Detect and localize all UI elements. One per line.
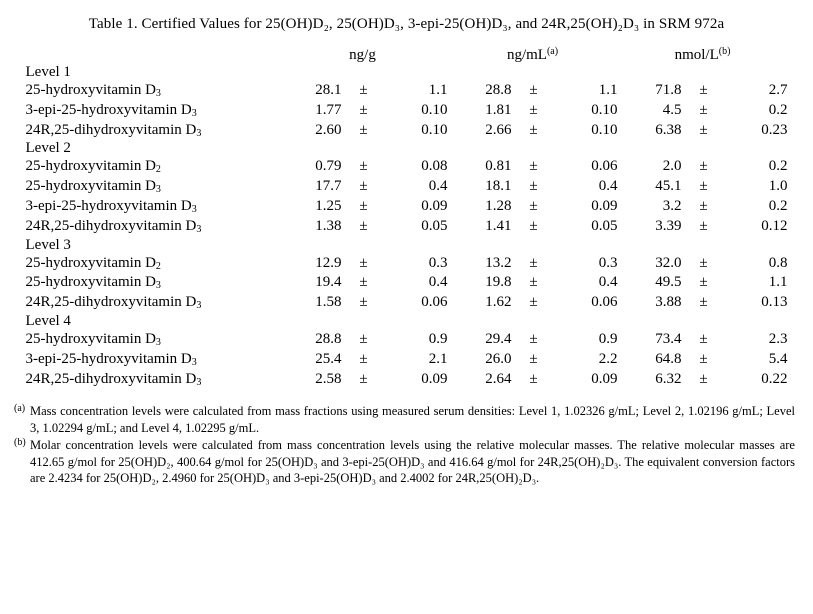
analyte-name (26, 197, 278, 217)
value-ng-ml: 18.1 (485, 178, 512, 195)
analyte-subscript: 3 (191, 107, 197, 119)
table-row (26, 217, 788, 237)
analyte-name-text: 25-hydroxyvitamin D (25, 158, 156, 175)
uncertainty-ng-ml: 0.9 (598, 330, 618, 347)
uncertainty-nmol-l: 0.8 (768, 254, 788, 271)
table-caption: Table 1. Certified Values for 25(OH)D₂, 25(OH)D₃, 3-epi-25(OH)D₃, and 24R,25(OH)₂D₃ in SRM 972a (88, 16, 725, 32)
analyte-subscript: 3 (196, 300, 202, 312)
uncertainty-ng-g: 0.09 (421, 370, 448, 387)
plus-minus-symbol: ± (529, 370, 538, 387)
plus-minus-symbol: ± (699, 158, 708, 175)
analyte-name (26, 350, 278, 370)
analyte-name (26, 157, 278, 177)
analyte-name (26, 330, 278, 350)
plus-minus-symbol: ± (699, 274, 708, 291)
plus-minus-symbol: ± (359, 330, 368, 347)
analyte-subscript: 3 (196, 223, 202, 235)
uncertainty-nmol-l: 0.2 (768, 158, 788, 175)
plus-minus-symbol: ± (699, 101, 708, 118)
plus-minus-symbol: ± (359, 158, 368, 175)
value-ng-g: 19.4 (315, 274, 342, 291)
value-nmol-l: 3.88 (655, 294, 682, 311)
plus-minus-symbol: ± (359, 121, 368, 138)
analyte-name-text: 25-hydroxyvitamin D (25, 330, 156, 347)
value-ng-g: 2.60 (315, 121, 342, 138)
plus-minus-symbol: ± (699, 121, 708, 138)
table-row (26, 177, 788, 197)
value-ng-g: 2.58 (315, 370, 342, 387)
level-label: Level 3 (25, 236, 71, 253)
plus-minus-symbol: ± (699, 82, 708, 98)
analyte-name (26, 217, 278, 237)
value-ng-g: 1.77 (315, 101, 342, 118)
unit-label-ng-g: ng/g (349, 47, 376, 63)
uncertainty-ng-g: 0.09 (421, 197, 448, 214)
table-row (26, 330, 788, 350)
analyte-name-text: 3-epi-25-hydroxyvitamin D (25, 101, 192, 118)
plus-minus-symbol: ± (529, 197, 538, 214)
analyte-name (26, 81, 278, 101)
uncertainty-nmol-l: 1.1 (768, 274, 788, 291)
value-ng-ml: 1.81 (485, 101, 512, 118)
value-ng-ml: 29.4 (485, 330, 512, 347)
uncertainty-ng-ml: 0.4 (598, 274, 618, 291)
uncertainty-nmol-l: 0.2 (768, 197, 788, 214)
footnote-text: Mass concentration levels were calculated from mass fractions using measured serum densities: Level 1, 1.02326 g/mL; Level 2, 1.02196 g/mL; Level 3, 1.02294 g/mL; and Level 4, 1.02295 g/mL. (30, 404, 795, 435)
plus-minus-symbol: ± (359, 101, 368, 118)
plus-minus-symbol: ± (699, 217, 708, 234)
plus-minus-symbol: ± (699, 350, 708, 367)
footnote (14, 403, 795, 436)
value-nmol-l: 73.4 (655, 330, 682, 347)
analyte-name-text: 3-epi-25-hydroxyvitamin D (25, 197, 192, 214)
analyte-subscript: 3 (155, 184, 161, 196)
certified-values-table (26, 47, 788, 389)
value-ng-ml: 13.2 (485, 254, 512, 271)
plus-minus-symbol: ± (699, 254, 708, 271)
unit-footnote-marker-b: (b) (718, 46, 731, 57)
analyte-subscript: 3 (196, 127, 202, 139)
uncertainty-ng-ml: 0.06 (591, 294, 618, 311)
uncertainty-nmol-l: 0.12 (761, 217, 788, 234)
uncertainty-ng-g: 0.4 (428, 274, 448, 291)
plus-minus-symbol: ± (699, 294, 708, 311)
plus-minus-symbol: ± (699, 178, 708, 195)
plus-minus-symbol: ± (359, 82, 368, 98)
value-nmol-l: 45.1 (655, 178, 682, 195)
uncertainty-ng-g: 0.3 (428, 254, 448, 271)
analyte-name-text: 25-hydroxyvitamin D (25, 178, 156, 195)
uncertainty-nmol-l: 2.3 (768, 330, 788, 347)
plus-minus-symbol: ± (529, 158, 538, 175)
plus-minus-symbol: ± (529, 274, 538, 291)
value-ng-ml: 2.64 (485, 370, 512, 387)
analyte-name-text: 24R,25-dihydroxyvitamin D (25, 370, 197, 387)
unit-header-row (26, 47, 788, 64)
value-ng-g: 17.7 (315, 178, 342, 195)
table-row (26, 350, 788, 370)
plus-minus-symbol: ± (359, 217, 368, 234)
analyte-name (26, 273, 278, 293)
value-ng-ml: 0.81 (485, 158, 512, 175)
analyte-name-text: 25-hydroxyvitamin D (25, 274, 156, 291)
value-nmol-l: 32.0 (655, 254, 682, 271)
uncertainty-ng-g: 0.08 (421, 158, 448, 175)
value-ng-ml: 26.0 (485, 350, 512, 367)
analyte-subscript: 2 (155, 164, 161, 176)
unit-header-ng-g (278, 47, 448, 64)
plus-minus-symbol: ± (529, 330, 538, 347)
value-ng-ml: 19.8 (485, 274, 512, 291)
document-page (0, 16, 813, 614)
value-nmol-l: 3.39 (655, 217, 682, 234)
value-nmol-l: 2.0 (662, 158, 682, 175)
analyte-subscript: 3 (196, 376, 202, 388)
analyte-name (26, 177, 278, 197)
table-row (26, 81, 788, 101)
uncertainty-ng-ml: 0.10 (591, 101, 618, 118)
uncertainty-ng-g: 1.1 (428, 82, 448, 98)
uncertainty-nmol-l: 0.13 (761, 294, 788, 311)
table-row (26, 254, 788, 274)
footnote-text: Molar concentration levels were calculated from mass concentration levels using the relative molecular masses. The relative molecular masses are 412.65 g/mol for 25(OH)D₂, 400.64 g/mol for 25(OH)D₃ and 3-epi-25(OH)D₃ and 416.64 g/mol for 24R,25(OH)₂D₃. The equivalent conversion factors are 2.4234 for 25(OH)D₂, 2.4960 for 25(OH)D₃ and 3-epi-25(OH)D₃ and 2.4002 for 24R,25(OH)₂D₃. (30, 438, 795, 486)
plus-minus-symbol: ± (359, 350, 368, 367)
value-nmol-l: 3.2 (662, 197, 682, 214)
uncertainty-nmol-l: 2.7 (768, 82, 788, 98)
uncertainty-ng-g: 0.4 (428, 178, 448, 195)
level-header-row (26, 140, 788, 157)
table-row (26, 197, 788, 217)
footnotes-section (14, 403, 795, 487)
uncertainty-ng-g: 0.10 (421, 101, 448, 118)
value-ng-ml: 2.66 (485, 121, 512, 138)
table-row (26, 273, 788, 293)
value-nmol-l: 6.38 (655, 121, 682, 138)
value-nmol-l: 71.8 (655, 82, 682, 98)
uncertainty-ng-g: 0.10 (421, 121, 448, 138)
plus-minus-symbol: ± (699, 370, 708, 387)
plus-minus-symbol: ± (529, 121, 538, 138)
plus-minus-symbol: ± (529, 294, 538, 311)
analyte-subscript: 3 (191, 203, 197, 215)
plus-minus-symbol: ± (529, 178, 538, 195)
analyte-name-text: 25-hydroxyvitamin D (25, 82, 156, 98)
level-header-row (26, 237, 788, 254)
uncertainty-ng-g: 2.1 (428, 350, 448, 367)
analyte-subscript: 3 (191, 356, 197, 368)
table-row (26, 370, 788, 390)
analyte-name (26, 121, 278, 141)
analyte-name-text: 25-hydroxyvitamin D (25, 254, 156, 271)
value-ng-g: 25.4 (315, 350, 342, 367)
analyte-subscript: 2 (155, 260, 161, 272)
analyte-name (26, 370, 278, 390)
value-ng-g: 1.25 (315, 197, 342, 214)
uncertainty-ng-ml: 0.09 (591, 370, 618, 387)
uncertainty-ng-g: 0.9 (428, 330, 448, 347)
table-row (26, 101, 788, 121)
analyte-name-text: 24R,25-dihydroxyvitamin D (25, 121, 197, 138)
uncertainty-ng-ml: 2.2 (598, 350, 618, 367)
uncertainty-ng-ml: 0.10 (591, 121, 618, 138)
analyte-subscript: 3 (155, 336, 161, 348)
plus-minus-symbol: ± (359, 370, 368, 387)
analyte-name-text: 24R,25-dihydroxyvitamin D (25, 217, 197, 234)
footnote (14, 437, 795, 487)
footnote-marker: (a) (14, 403, 26, 415)
value-nmol-l: 4.5 (662, 101, 682, 118)
unit-footnote-marker-a: (a) (546, 46, 559, 57)
value-ng-g: 0.79 (315, 158, 342, 175)
value-nmol-l: 49.5 (655, 274, 682, 291)
uncertainty-ng-g: 0.06 (421, 294, 448, 311)
analyte-name-text: 24R,25-dihydroxyvitamin D (25, 294, 197, 311)
value-ng-ml: 28.8 (485, 82, 512, 98)
unit-label-nmol-l: nmol/L (674, 47, 719, 63)
level-label: Level 4 (25, 312, 71, 329)
uncertainty-nmol-l: 0.2 (768, 101, 788, 118)
plus-minus-symbol: ± (699, 197, 708, 214)
uncertainty-ng-ml: 0.05 (591, 217, 618, 234)
plus-minus-symbol: ± (359, 294, 368, 311)
unit-header-ng-ml (448, 47, 618, 64)
table-row (26, 121, 788, 141)
plus-minus-symbol: ± (359, 274, 368, 291)
plus-minus-symbol: ± (529, 217, 538, 234)
analyte-name (26, 293, 278, 313)
plus-minus-symbol: ± (699, 330, 708, 347)
plus-minus-symbol: ± (529, 101, 538, 118)
analyte-subscript: 3 (155, 280, 161, 292)
analyte-name (26, 254, 278, 274)
value-ng-g: 28.1 (315, 82, 342, 98)
level-header-row (26, 64, 788, 81)
analyte-name (26, 101, 278, 121)
table-row (26, 293, 788, 313)
plus-minus-symbol: ± (529, 82, 538, 98)
table-row (26, 157, 788, 177)
analyte-name-text: 3-epi-25-hydroxyvitamin D (25, 350, 192, 367)
uncertainty-ng-ml: 0.3 (598, 254, 618, 271)
uncertainty-nmol-l: 5.4 (768, 350, 788, 367)
uncertainty-nmol-l: 0.22 (761, 370, 788, 387)
uncertainty-ng-ml: 0.4 (598, 178, 618, 195)
analyte-subscript: 3 (155, 88, 161, 99)
table-body (26, 47, 788, 389)
unit-header-nmol-l (618, 47, 788, 64)
value-ng-g: 12.9 (315, 254, 342, 271)
uncertainty-ng-ml: 1.1 (598, 82, 618, 98)
value-ng-g: 28.8 (315, 330, 342, 347)
value-ng-ml: 1.41 (485, 217, 512, 234)
level-label: Level 1 (25, 64, 71, 80)
value-ng-ml: 1.62 (485, 294, 512, 311)
uncertainty-ng-g: 0.05 (421, 217, 448, 234)
plus-minus-symbol: ± (529, 350, 538, 367)
plus-minus-symbol: ± (359, 178, 368, 195)
level-label: Level 2 (25, 140, 71, 157)
uncertainty-nmol-l: 1.0 (768, 178, 788, 195)
unit-label-ng-ml: ng/mL (506, 47, 547, 63)
level-header-row (26, 313, 788, 330)
uncertainty-nmol-l: 0.23 (761, 121, 788, 138)
plus-minus-symbol: ± (529, 254, 538, 271)
uncertainty-ng-ml: 0.06 (591, 158, 618, 175)
value-ng-ml: 1.28 (485, 197, 512, 214)
value-nmol-l: 6.32 (655, 370, 682, 387)
plus-minus-symbol: ± (359, 197, 368, 214)
unit-header-blank (26, 47, 278, 64)
value-ng-g: 1.58 (315, 294, 342, 311)
value-nmol-l: 64.8 (655, 350, 682, 367)
uncertainty-ng-ml: 0.09 (591, 197, 618, 214)
footnote-marker: (b) (14, 437, 26, 449)
value-ng-g: 1.38 (315, 217, 342, 234)
plus-minus-symbol: ± (359, 254, 368, 271)
